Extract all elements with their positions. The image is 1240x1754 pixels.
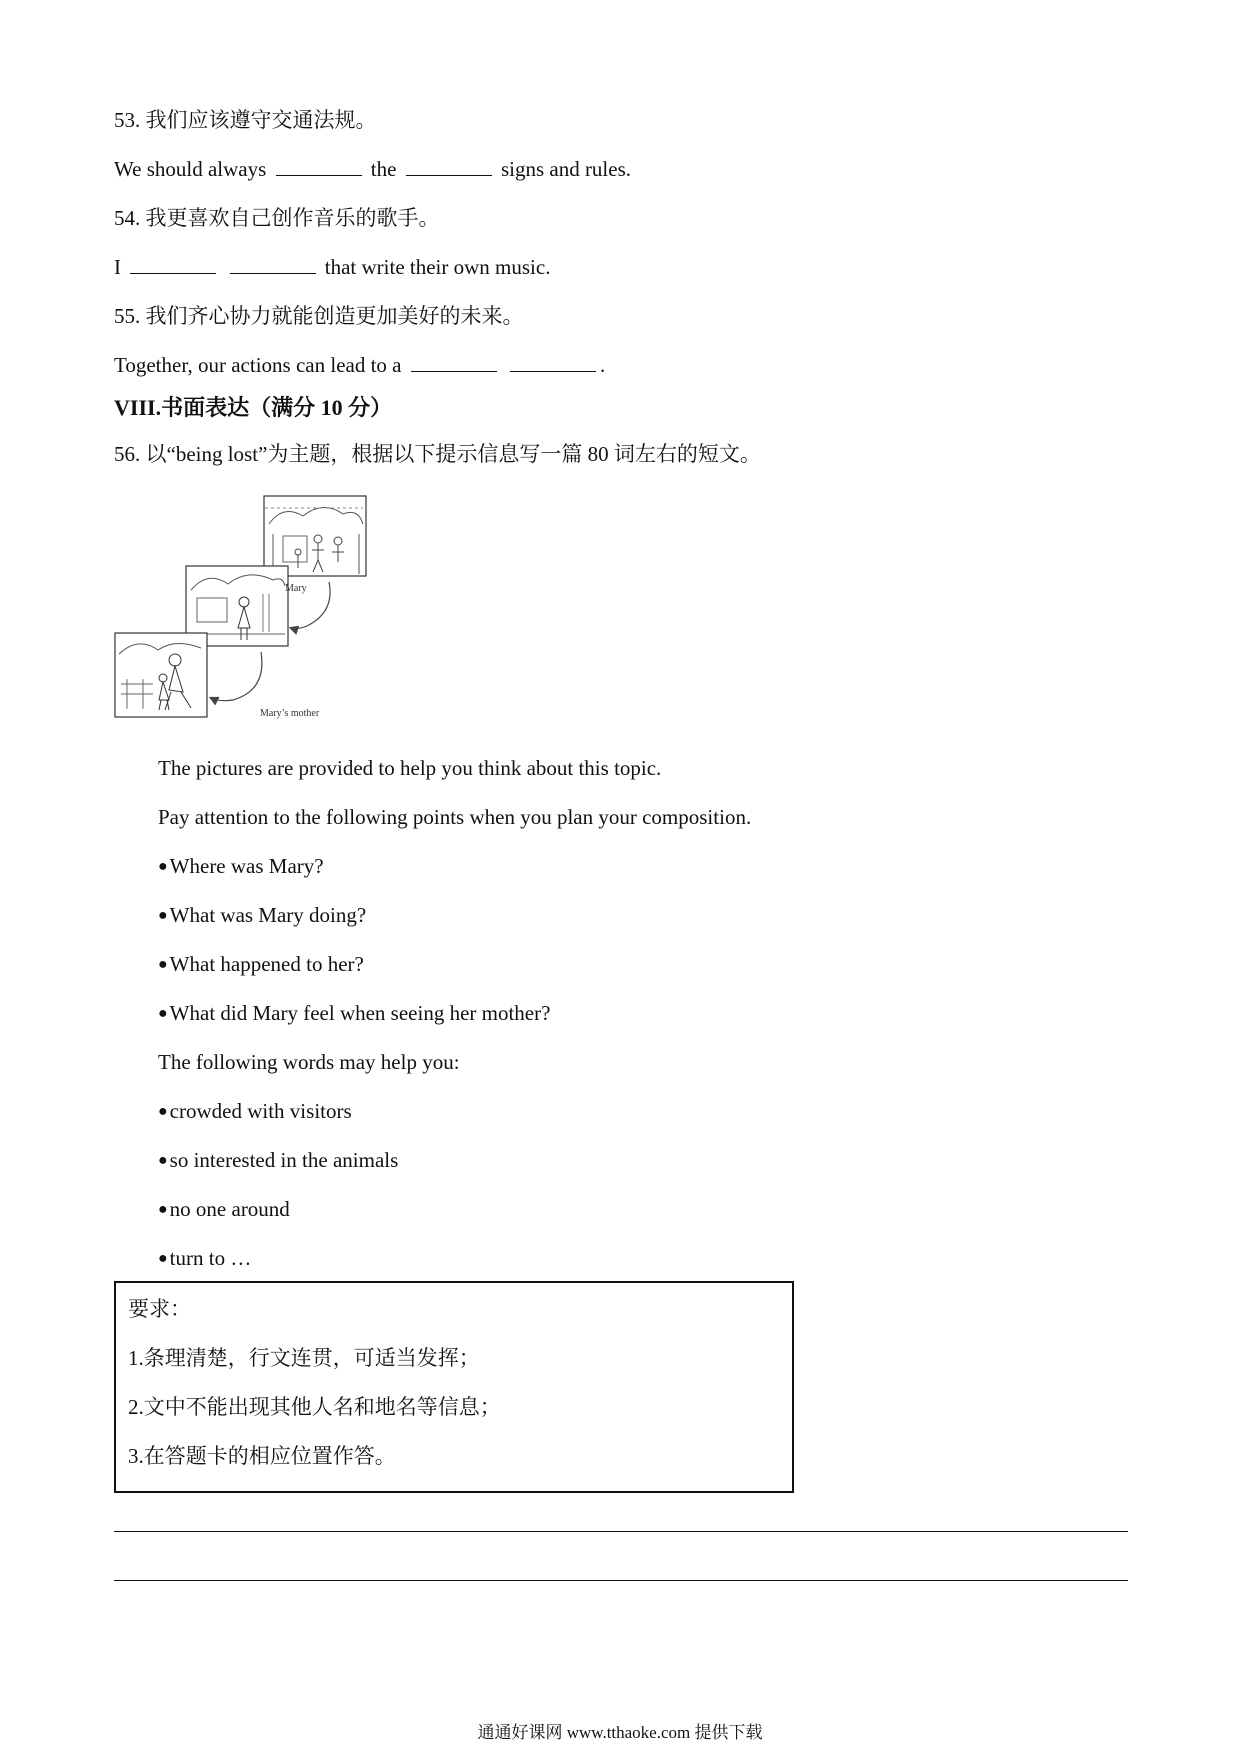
word-text: no one around bbox=[169, 1197, 290, 1221]
requirements-box bbox=[114, 1281, 794, 1493]
word-text: so interested in the animals bbox=[169, 1148, 399, 1172]
requirement-item: 2.文中不能出现其他人名和地名等信息； bbox=[128, 1395, 501, 1419]
q54-text-2: that write their own music. bbox=[324, 255, 551, 279]
answer-line[interactable] bbox=[114, 1580, 1128, 1581]
q54-blank-1[interactable] bbox=[130, 255, 216, 274]
label-marys-mother: Mary’s mother bbox=[260, 708, 320, 719]
point-item bbox=[158, 950, 364, 981]
q53-text-2: the bbox=[370, 157, 397, 181]
q54-sentence bbox=[114, 253, 550, 281]
point-text: Where was Mary? bbox=[169, 854, 324, 878]
point-text: What happened to her? bbox=[169, 952, 364, 976]
answer-line[interactable] bbox=[114, 1531, 1128, 1532]
q53-blank-2[interactable] bbox=[406, 157, 492, 176]
q56-prompt: 56. 以“being lost”为主题，根据以下提示信息写一篇 80 词左右的短文。 bbox=[114, 442, 761, 466]
q56-points-intro: Pay attention to the following points when you plan your composition. bbox=[158, 805, 752, 829]
point-item bbox=[158, 901, 366, 932]
label-mary: Mary bbox=[285, 583, 307, 594]
requirements-title: 要求： bbox=[128, 1297, 191, 1321]
point-item bbox=[158, 999, 550, 1030]
word-item bbox=[158, 1244, 251, 1275]
q56-words-intro: The following words may help you: bbox=[158, 1050, 460, 1074]
q54-text-1: I bbox=[114, 255, 121, 279]
q55-prompt: 55. 我们齐心协力就能创造更加美好的未来。 bbox=[114, 304, 524, 328]
word-text: crowded with visitors bbox=[169, 1099, 352, 1123]
q54-blank-2[interactable] bbox=[230, 255, 316, 274]
word-item bbox=[158, 1097, 352, 1128]
q53-text-3: signs and rules. bbox=[500, 157, 632, 181]
q53-blank-1[interactable] bbox=[276, 157, 362, 176]
bullet-icon: ● bbox=[158, 1103, 168, 1120]
arrow-2 bbox=[211, 652, 262, 701]
bullet-icon: ● bbox=[158, 1005, 168, 1022]
bullet-icon: ● bbox=[158, 1250, 168, 1267]
point-text: What was Mary doing? bbox=[169, 903, 367, 927]
q55-blank-2[interactable] bbox=[510, 353, 596, 372]
word-item bbox=[158, 1146, 398, 1177]
word-item bbox=[158, 1195, 290, 1226]
q55-sentence bbox=[114, 351, 605, 379]
bullet-icon: ● bbox=[158, 1152, 168, 1169]
bullet-icon: ● bbox=[158, 956, 168, 973]
requirement-item: 1.条理清楚，行文连贯，可适当发挥； bbox=[128, 1346, 480, 1370]
point-item bbox=[158, 852, 324, 883]
story-pictures-figure bbox=[113, 494, 369, 720]
q56-intro: The pictures are provided to help you think about this topic. bbox=[158, 756, 662, 780]
bullet-icon: ● bbox=[158, 858, 168, 875]
q53-prompt: 53. 我们应该遵守交通法规。 bbox=[114, 108, 377, 132]
point-text: What did Mary feel when seeing her mother? bbox=[169, 1001, 551, 1025]
q55-text-2: . bbox=[600, 353, 606, 377]
word-text: turn to … bbox=[169, 1246, 252, 1270]
bullet-icon: ● bbox=[158, 907, 168, 924]
page-footer: 通通好课网 www.tthaoke.com 提供下载 bbox=[477, 1723, 763, 1742]
picture-mary-and-mother bbox=[115, 633, 207, 717]
picture-park-crowd bbox=[264, 496, 366, 576]
q55-blank-1[interactable] bbox=[411, 353, 497, 372]
section-heading: VIII.书面表达（满分 10 分） bbox=[114, 395, 393, 420]
bullet-icon: ● bbox=[158, 1201, 168, 1218]
q55-text-1: Together, our actions can lead to a bbox=[114, 353, 402, 377]
q54-prompt: 54. 我更喜欢自己创作音乐的歌手。 bbox=[114, 206, 440, 230]
q53-sentence bbox=[114, 155, 631, 183]
q53-text-1: We should always bbox=[114, 157, 267, 181]
requirement-item: 3.在答题卡的相应位置作答。 bbox=[128, 1444, 396, 1468]
